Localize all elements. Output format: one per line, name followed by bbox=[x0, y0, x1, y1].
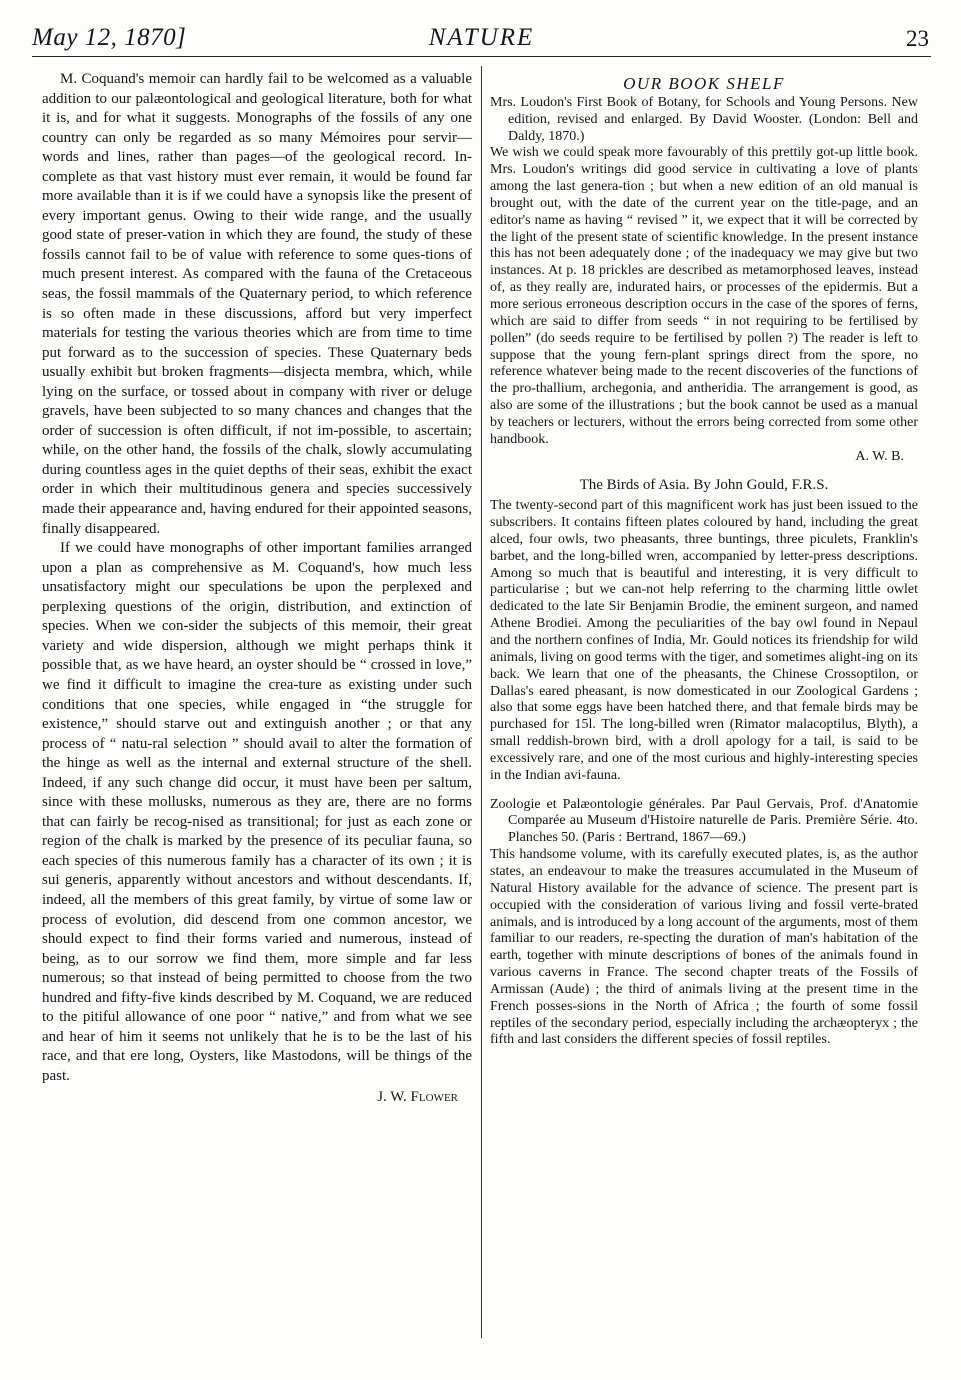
journal-title: NATURE bbox=[428, 24, 535, 51]
column-divider bbox=[481, 66, 482, 1338]
left-column bbox=[42, 70, 472, 1108]
review-2-body: The twenty-second part of this magnificent work has just been issued to the subscribers. It contains fifteen plates coloured by hand, including the great alced, four owls, two pheasants, three buntings, three piculets, Franklin's barbet, and the long-billed wren, accompanied by letter-press descriptions. Among so much that is beautiful and interesting, it is very difficult to particularise ; but we can-not help referring to the charming little owlet dedicated to the late Sir Benjamin Brodie, the eminent surgeon, and named Athene Brodiei. Among the peculiarities of the bay owl found in Nepaul and the northern confines of India, Mr. Gould notices its friendship for wild animals, living on good terms with the tiger, and sometimes alight-ing on its back. We learn that one of the pheasants, the Chinese Crossoptilon, or Dallas's eared pheasant, is now domesticated in our Zoological Gardens ; also that some eggs have been hatched there, and that female birds may be purchased for 15l. The long-billed wren (Rimator malacoptilus, Blyth), a small reddish-brown bird, with a droll apology for a tail, is said to be excessively rare, and one of the most curious and highly-interesting species in the Indian avi-fauna. bbox=[490, 498, 918, 783]
review-2-title: The Birds of Asia. By John Gould, F.R.S. bbox=[579, 477, 829, 494]
right-column bbox=[490, 70, 918, 1049]
review-3-title: Zoologie et Palæontologie générales. Par Paul Gervais, Prof. d'Anatomie Comparée au Museum d'Histoire naturelle de Paris. Première Série. 4to. Planches 50. (Paris : Bertrand, 1867—69.) bbox=[490, 796, 918, 846]
article-paragraph-1: M. Coquand's memoir can hardly fail to be welcomed as a valuable addition to our palæontological and geological literature, both for what it is, and for what it suggests. Monographs of the fossils of any one country can only be regarded as so many Mémoires pour servir—words and lines, rather than pages—of the geological record. In-complete as that vast history must ever remain, it would be found far more available than it is if we could have a synopsis like the present of every important genus. Owing to their wide range, and the usually good state of preser-vation in which they are found, the study of these fossils cannot fail to be of value with reference to some ques-tions of much present interest. As compared with the fauna of the Cretaceous seas, the fossil mammals of the Quaternary period, to which reference is so often made in these discussions, afford but very imperfect materials for testing the various theories which are from time to time put forward as to the succession of species. These Quaternary beds usually exhibit but broken fragments—disjecta membra, which, while lying on the surface, or tossed about in company with river or deluge gravels, have been subjected to so many chances and changes that the order of succession is often difficult, if not im-possible, to ascertain; while, on the other hand, the fossils of the chalk, slowly accumulating during countless ages in the quiet depths of their seas, exhibit the exact order in which their multitudinous genera and species successively made their appearance and, having endured for their appointed seasons, finally disappeared. bbox=[42, 71, 472, 537]
review-3-body: This handsome volume, with its carefully executed plates, is, as the author states, an endeavour to make the treasures accumulated in the Museum of Natural History available for the advance of science. The present part is occupied with the consideration of various living and fossil verte-brated animals, and is introduced by a long account of the arguments, most of them familiar to our readers, re-specting the duration of man's habitation of the earth, together with minute descriptions of bones of the animals found in various caverns in France. The second chapter treats of the Fossils of Armissan (Aude) ; the third of animals living at the present time in the French posses-sions in the North of Africa ; the fourth of some fossil reptiles of the secondary period, especially including the archæopteryx ; the fifth and last considers the different species of fossil reptiles. bbox=[490, 847, 918, 1048]
article-paragraph-2: If we could have monographs of other important families arranged upon a plan as comprehensive as M. Coquand's, how much less unsatisfactory might our speculations be upon the perplexed and perplexing questions of the origin, distribution, and extinction of species. When we con-sider the subjects of this memoir, their great variety and wide dispersion, although we might perhaps think it possible that, as we have heard, an oyster should be “ crossed in love,” we find it difficult to imagine the crea-ture as existing under such conditions that one species, while engaged in “the struggle for existence,” should starve out and extinguish another ; or that any process of “ natu-ral selection ” should avail to alter the formation of the hinge as well as the internal and external structure of the shell. Indeed, if any such change did occur, it must have been per saltum, since with these mollusks, numerous as they are, there are no forms that can fairly be recog-nised as transitional; for just as each zone or region of the chalk is marked by the presence of its peculiar fauna, so each species of this numerous family has a character of its own ; it is sui generis, apparently without ancestors and without descendants. If, indeed, all the members of this great family, by virtue of some law or process of evolution, did descend from one common ancestor, we should expect to find their forms varied and numerous, instead of being, as to our sorrow we find them, more simple and far less numerous; so that instead of being permitted to choose from the two hundred and fifty-five kinds described by M. Coquand, we are reduced to the pitiful allowance of one poor “ native,” and from what we see and hear of him it seems not unlikely that he is to be the last of his race, and that ere long, Oysters, like Mastodons, will be things of the past. bbox=[42, 540, 472, 1084]
page-number: 23 bbox=[906, 26, 929, 51]
spacer bbox=[490, 785, 918, 797]
author-signature: J. W. Flower bbox=[377, 1089, 458, 1106]
section-heading: OUR BOOK SHELF bbox=[623, 74, 785, 93]
header-date: May 12, 1870] bbox=[32, 24, 187, 51]
review-1-initials: A. W. B. bbox=[855, 448, 904, 464]
review-1-title: Mrs. Loudon's First Book of Botany, for Schools and Young Persons. New edition, revised and enlarged. By David Wooster. (London: Bell and Daldy, 1870.) bbox=[490, 94, 918, 144]
review-1-body: We wish we could speak more favourably of this prettily got-up little book. Mrs. Loudon's writings did good service in cultivating a love of plants among the last genera-tion ; but when a new edition of an old manual is brought out, with the date of the current year on the title-page, and an editor's name as having “ revised ” it, we expect that it will be corrected by the light of the present state of scientific knowledge. In the present instance this has not been adequately done ; of the inadequacy we may give but two instances. At p. 18 prickles are described as metamorphosed leaves, instead of, as they really are, indurated hairs, or processes of the epidermis. But a more serious erroneous description occurs in the case of the spores of ferns, which are said to differ from seeds “ in not requiring to be fertilised by pollen” (do seeds require to be fertilised by pollen ?) The reader is left to suppose that the young fern-plant springs direct from the spore, no reference whatever being made to the recent discoveries of the functions of the pro-thallium, archegonia, and antheridia. The arrangement is good, as also are some of the illustrations ; but the book cannot be used as a manual by teachers or lecturers, without the errors being corrected from some other handbook. bbox=[490, 145, 918, 447]
running-header bbox=[32, 22, 931, 57]
